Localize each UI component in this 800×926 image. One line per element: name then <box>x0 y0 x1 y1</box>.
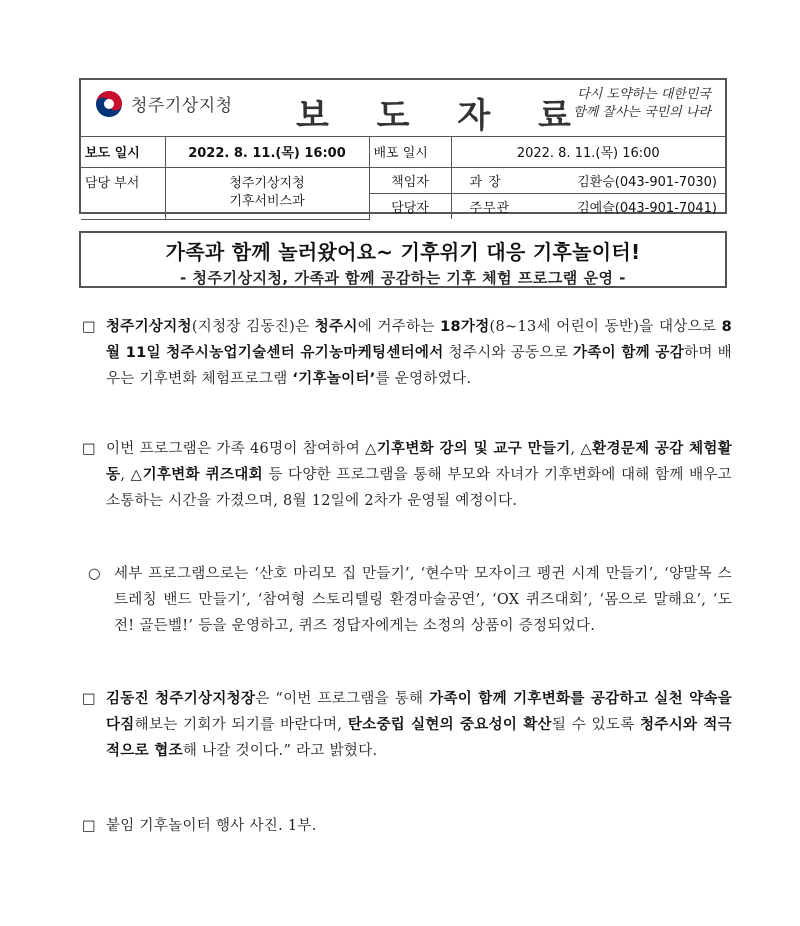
contact-role: 주무관 <box>469 200 511 216</box>
government-slogan <box>521 86 711 122</box>
body-text: 이번 프로그램은 가족 46명이 참여하여 <box>106 441 366 457</box>
contact-row-1 <box>81 167 725 193</box>
emphasis-text: 18가정 <box>440 319 490 335</box>
contact-name-phone: 김예슬(043-901-7041) <box>577 200 717 216</box>
square-bullet-icon: □ <box>82 441 96 457</box>
paragraph-text <box>82 686 732 764</box>
headline-subtitle: - 청주기상지청, 가족과 함께 공감하는 기후 체험 프로그램 운영 - <box>180 269 626 287</box>
emphasis-text: △환경문제 공감 체험활동 <box>106 441 732 483</box>
emphasis-text: ‘기후놀이터’ <box>292 371 376 387</box>
body-subparagraph-programs <box>88 561 732 639</box>
square-bullet-icon: □ <box>82 319 96 335</box>
contact-name-phone: 김환승(043-901-7030) <box>577 174 717 190</box>
body-paragraph-1 <box>82 314 732 392</box>
contact-detail <box>451 167 725 193</box>
release-date-row <box>81 137 725 167</box>
doc-title: 보 도 자 료 <box>296 96 589 136</box>
emphasis-text: 청주시와 적극적으로 협조 <box>106 717 732 759</box>
paragraph-text <box>82 436 732 514</box>
attachment-text: 붙임 기후놀이터 행사 사진. 1부. <box>106 818 317 834</box>
headline-box <box>79 231 727 288</box>
department-line-2: 기후서비스과 <box>229 194 305 209</box>
body-paragraph-2 <box>82 436 732 514</box>
emphasis-text: 김동진 청주기상지청장 <box>106 691 256 707</box>
press-release-header <box>79 78 727 214</box>
report-date-value: 2022. 8. 11.(목) 16:00 <box>165 137 369 167</box>
body-text: 청주시와 공동으로 <box>443 345 574 361</box>
contact-role: 과 장 <box>469 174 502 190</box>
body-paragraph-4 <box>82 686 732 764</box>
body-text: 은 “이번 프로그램을 통해 <box>255 691 430 707</box>
distribution-date-value: 2022. 8. 11.(목) 16:00 <box>451 137 725 167</box>
square-bullet-icon: □ <box>82 818 96 834</box>
body-text: 등 다양한 프로그램을 통해 부모와 자녀가 기후변화에 대해 함께 배우고 소통하는 시간을 가졌으며, 8월 12일에 2차가 운영될 예정이다. <box>106 467 732 509</box>
contact-type: 담당자 <box>369 193 451 219</box>
contact-type: 책임자 <box>369 167 451 193</box>
release-info-table <box>81 137 725 220</box>
body-text: , <box>570 441 581 457</box>
department-label: 담당 부서 <box>81 167 165 219</box>
body-text: 하며 배우는 기후변화 체험프로그램 <box>106 345 732 387</box>
emphasis-text: 가족이 함께 기후변화를 공감하고 실천 약속을 다짐 <box>106 691 733 733</box>
department-line-1: 청주기상지청 <box>229 176 305 191</box>
report-date-label: 보도 일시 <box>81 137 165 167</box>
distribution-date-label: 배포 일시 <box>369 137 451 167</box>
emphasis-text: △기후변화 퀴즈대회 <box>130 467 263 483</box>
attachment-note <box>82 813 732 839</box>
body-text: 해보는 기회가 되기를 바란다며, <box>134 717 348 733</box>
slogan-line-1: 다시 도약하는 대한민국 <box>577 87 711 102</box>
emphasis-text: 탄소중립 실현의 중요성이 확산 <box>347 717 552 733</box>
circle-bullet-icon: ○ <box>88 566 101 582</box>
body-text: 될 수 있도록 <box>551 717 641 733</box>
paragraph-text: 세부 프로그램으로는 ‘산호 마리모 집 만들기’, ‘현수막 모자이크 펭귄 시계 만들기’, ‘양말목 스트레칭 밴드 만들기’, ‘참여형 스토리텔링 환경마술공연’, ‘OX 퀴즈대회’, ‘몸으로 말해요’, ‘도전! 골든벨!’ 등을 운영하고, 퀴즈 정답자에게는 소정의 상품이 증정되었다. <box>114 566 732 634</box>
paragraph-text <box>82 314 732 392</box>
square-bullet-icon: □ <box>82 691 96 707</box>
emphasis-text: 청주시 <box>314 319 358 335</box>
emphasis-text: 가족이 함께 공감 <box>573 345 685 361</box>
slogan-line-2: 함께 잘사는 국민의 나라 <box>573 105 711 120</box>
agency-name: 청주기상지청 <box>131 96 233 116</box>
body-text: (지청장 김동진)은 <box>191 319 315 335</box>
emphasis-text: 8월 11일 청주시농업기술센터 유기농마케팅센터에서 <box>106 319 733 361</box>
contact-detail <box>451 193 725 219</box>
government-emblem-icon <box>93 89 125 119</box>
body-text: 해 나갈 것이다.” 라고 밝혔다. <box>182 743 378 759</box>
brand-row <box>81 80 725 137</box>
body-text: , <box>120 467 131 483</box>
emphasis-text: 청주기상지청 <box>106 319 192 335</box>
headline-title: 가족과 함께 놀러왔어요~ 기후위기 대응 기후놀이터! <box>165 240 641 264</box>
body-text: (8~13세 어린이 동반)을 대상으로 <box>489 319 722 335</box>
emphasis-text: △기후변화 강의 및 교구 만들기 <box>365 441 571 457</box>
body-text: 에 거주하는 <box>357 319 441 335</box>
department-value <box>165 167 369 219</box>
body-text: 를 운영하였다. <box>375 371 472 387</box>
